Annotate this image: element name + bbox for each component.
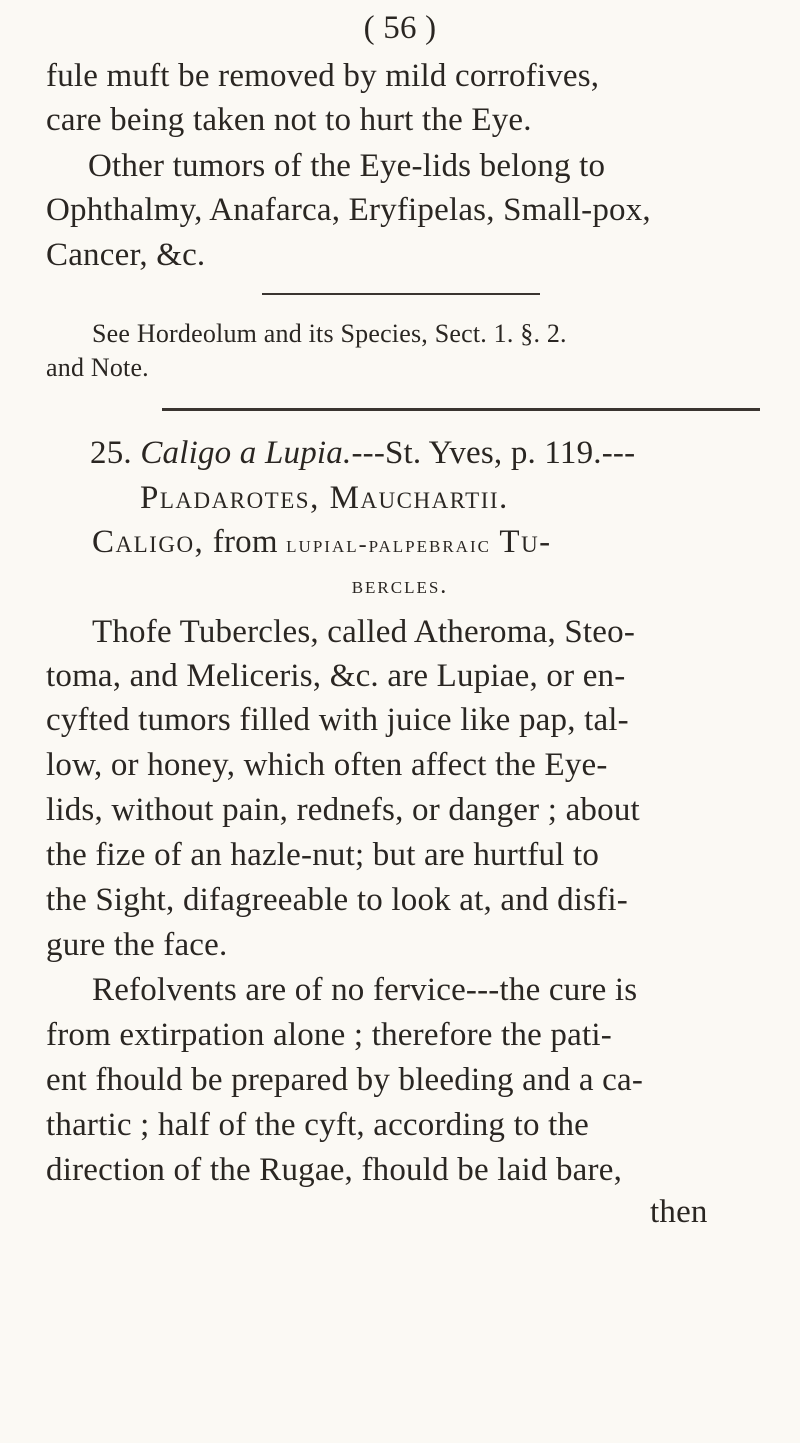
text-line: cyfted tumors filled with juice like pap, tal- — [46, 702, 629, 738]
entry-subheading-continued: bercles. — [351, 573, 449, 599]
entry-reference: ---St. Yves, p. 119.--- — [351, 435, 636, 471]
text-line: Thofe Tubercles, called Atheroma, Steo- — [92, 614, 636, 650]
text-line: toma, and Meliceris, &c. are Lupiae, or en- — [46, 658, 626, 694]
text-line: Ophthalmy, Anafarca, Eryfipelas, Small-pox, — [46, 192, 651, 228]
entry-subheading: Caligo, from lupial-palpebraic Tu- — [92, 524, 552, 560]
text-line: direction of the Rugae, fhould be laid bare, — [46, 1152, 623, 1188]
text-line: care being taken not to hurt the Eye. — [46, 102, 532, 138]
catchword: then — [650, 1194, 708, 1230]
entry-synonym: Pladarotes, Mauchartii. — [140, 480, 509, 516]
text-line: low, or honey, which often affect the Eye- — [46, 747, 608, 783]
text-line: Other tumors of the Eye-lids belong to — [88, 148, 606, 184]
entry-number: 25. — [90, 435, 132, 471]
text-line: ent fhould be prepared by bleeding and a ca- — [46, 1062, 644, 1098]
section-divider — [262, 293, 540, 295]
text-line: Refolvents are of no fervice---the cure is — [92, 972, 638, 1008]
text-line: Cancer, &c. — [46, 237, 206, 273]
page-number: ( 56 ) — [363, 10, 437, 46]
text-line: from extirpation alone ; therefore the pati- — [46, 1017, 612, 1053]
entry-heading — [90, 433, 635, 473]
section-divider — [162, 408, 760, 411]
text-line: thartic ; half of the cyft, according to the — [46, 1107, 590, 1143]
note-line: See Hordeolum and its Species, Sect. 1. §. 2. — [92, 319, 567, 348]
entry-title: Caligo a Lupia. — [140, 435, 352, 471]
text-line: lids, without pain, rednefs, or danger ; about — [46, 792, 640, 828]
text-line: the fize of an hazle-nut; but are hurtful to — [46, 837, 600, 873]
text-line: the Sight, difagreeable to look at, and disfi- — [46, 882, 628, 918]
note-line: and Note. — [46, 353, 149, 382]
text-line: fule muft be removed by mild corrofives, — [46, 58, 600, 94]
text-line: gure the face. — [46, 927, 228, 963]
